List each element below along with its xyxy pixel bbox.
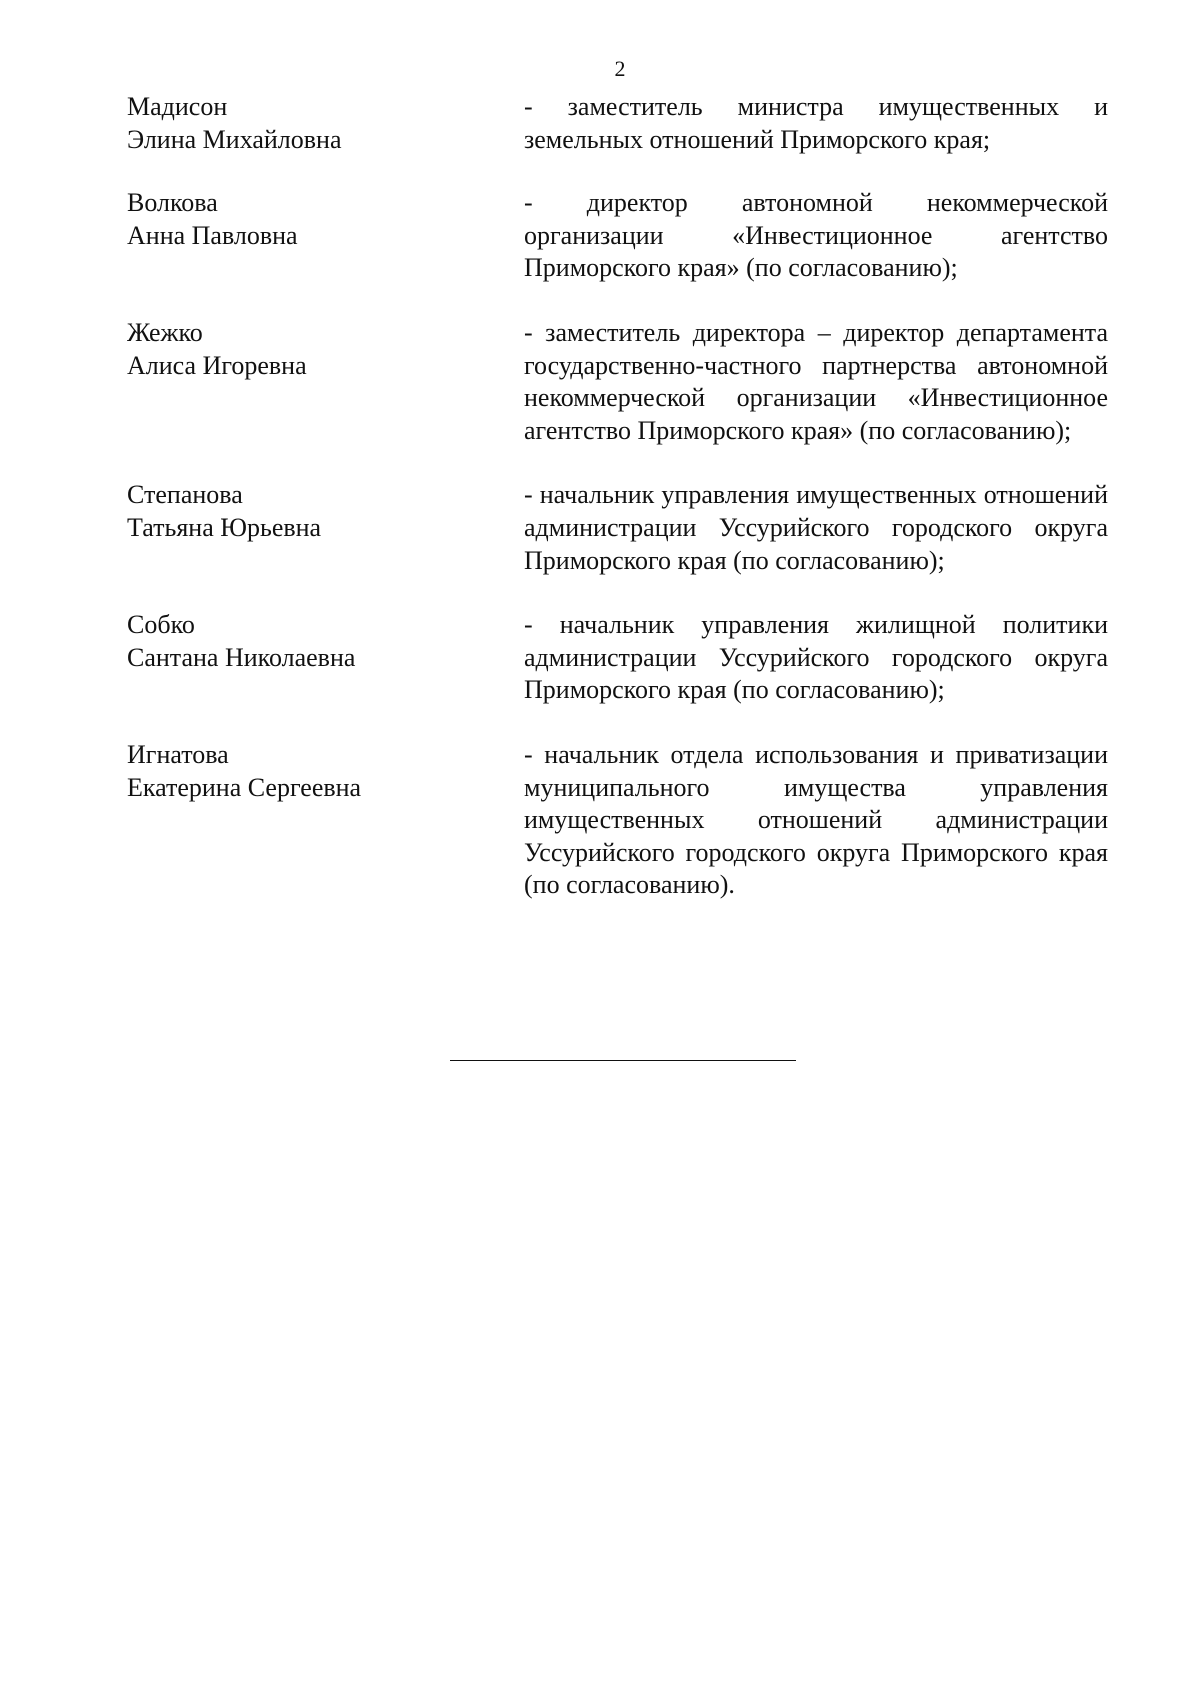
member-list	[127, 91, 1117, 934]
member-given-names: Анна Павловна	[127, 220, 298, 250]
member-role: - заместитель директора – директор департамента государственно-частного партнерства автономной некоммерческой организации «Инвестиционное агентство Приморского края» (по согласованию);	[524, 317, 1108, 445]
member-surname: Степанова	[127, 480, 243, 510]
member-role: - заместитель министра имущественных и земельных отношений Приморского края;	[524, 92, 1108, 154]
member-name	[127, 609, 524, 707]
member-entry	[127, 187, 1117, 285]
member-given-names: Сантана Николаевна	[127, 642, 356, 672]
member-name	[127, 187, 524, 285]
member-given-names: Элина Михайловна	[127, 124, 342, 154]
member-name	[127, 91, 524, 156]
member-role: - начальник управления имущественных отношений администрации Уссурийского городского округа Приморского края (по согласованию);	[524, 480, 1108, 575]
member-surname: Мадисон	[127, 92, 228, 121]
page-number: 2	[614, 56, 626, 81]
member-role: - начальник отдела использования и приватизации муниципального имущества управления имущественных отношений администрации Уссурийского городского округа Приморского края (по согласованию).	[524, 739, 1108, 900]
member-entry	[127, 609, 1117, 707]
member-surname: Игнатова	[127, 739, 229, 769]
member-entry	[127, 479, 1117, 577]
member-name	[127, 479, 524, 577]
member-role: - директор автономной некоммерческой организации «Инвестиционное агентство Приморского края» (по согласованию);	[524, 188, 1108, 283]
member-given-names: Алиса Игоревна	[127, 350, 307, 380]
member-surname: Волкова	[127, 188, 218, 218]
member-given-names: Татьяна Юрьевна	[127, 512, 322, 542]
member-entry	[127, 317, 1117, 447]
member-name	[127, 317, 524, 447]
member-surname: Собко	[127, 610, 195, 640]
member-name	[127, 739, 524, 902]
end-of-list-divider	[450, 1060, 796, 1061]
member-entry	[127, 91, 1117, 156]
member-role: - начальник управления жилищной политики администрации Уссурийского городского округа Приморского края (по согласованию);	[524, 610, 1108, 705]
member-surname: Жежко	[127, 317, 203, 347]
member-entry	[127, 739, 1117, 902]
member-given-names: Екатерина Сергеевна	[127, 772, 362, 802]
